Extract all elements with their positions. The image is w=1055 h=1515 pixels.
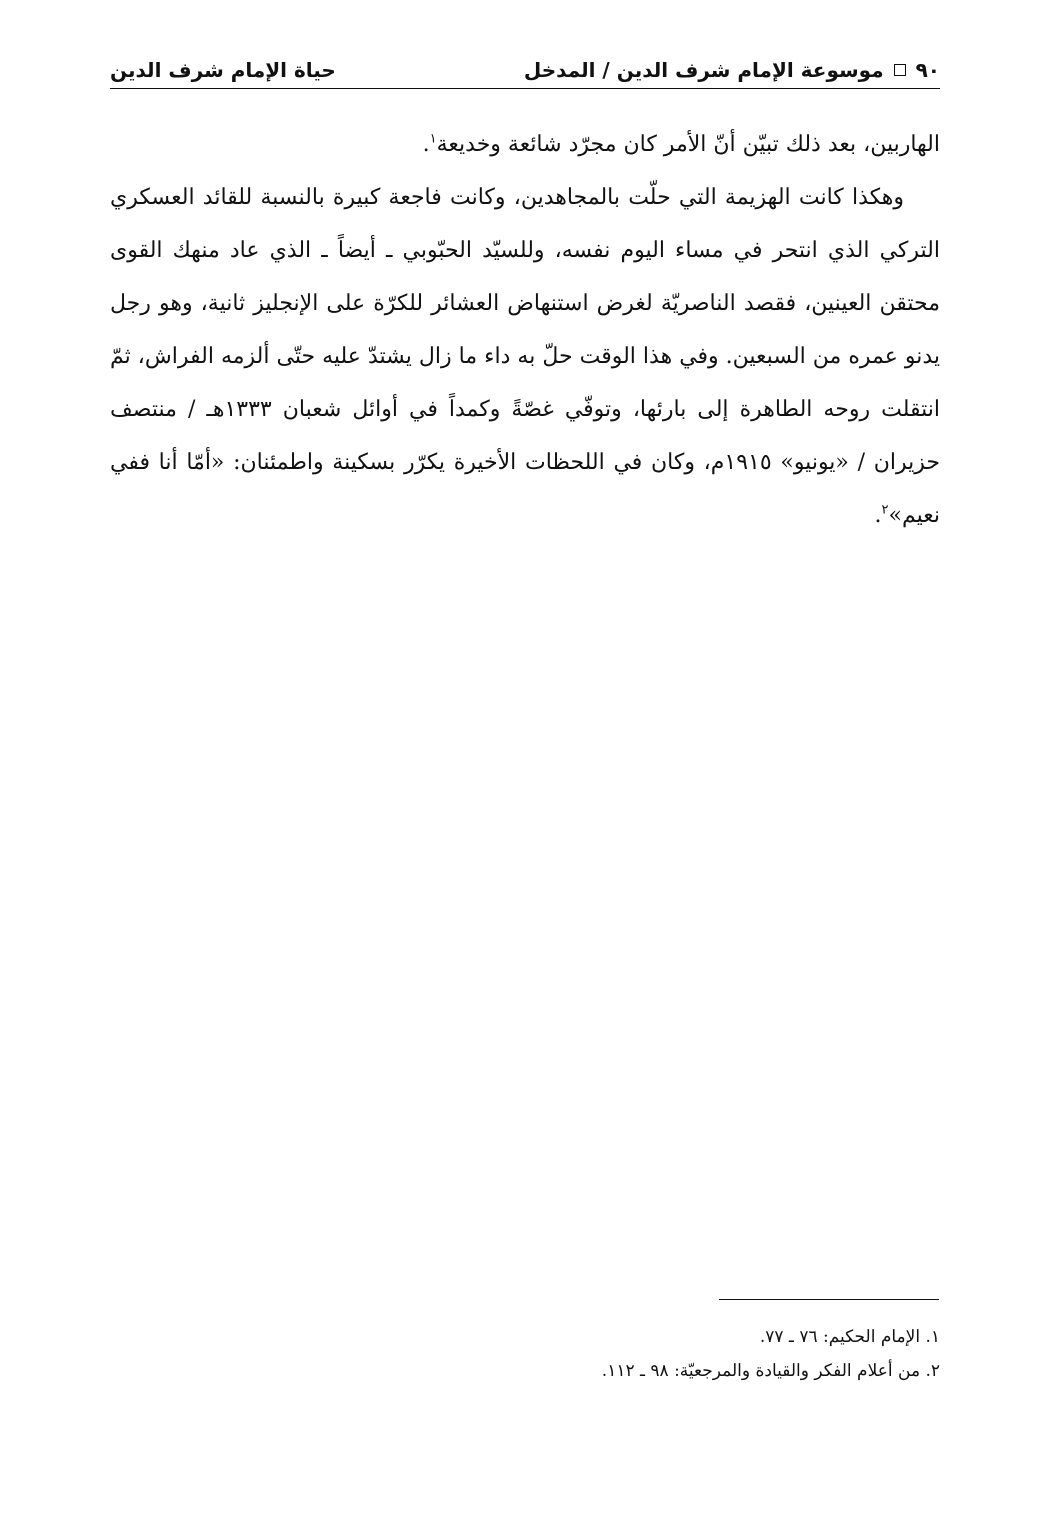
square-separator-icon — [894, 64, 906, 76]
paragraph-1 — [110, 118, 940, 171]
paragraph-tail: . — [874, 503, 882, 528]
footnote-1: ١. الإمام الحكيم: ٧٦ ـ ٧٧. — [759, 1327, 940, 1347]
footnote-divider — [719, 1299, 939, 1300]
footnote-ref-1[interactable]: ١ — [429, 131, 437, 147]
running-header — [110, 52, 940, 89]
body-text — [110, 118, 940, 542]
paragraph-tail: . — [422, 132, 430, 157]
paragraph-text: الهاربين، بعد ذلك تبيّن أنّ الأمر كان مجرّد شائعة وخديعة — [436, 132, 940, 157]
paragraph-2 — [110, 171, 940, 542]
book-title: موسوعة الإمام شرف الدين / المدخل — [523, 58, 884, 82]
footnote-2: ٢. من أعلام الفكر والقيادة والمرجعيّة: ٩٨ ـ ١١٢. — [601, 1361, 940, 1381]
footnotes — [110, 1320, 940, 1388]
header-right — [524, 58, 940, 82]
footnote-ref-2[interactable]: ٢ — [881, 502, 889, 518]
page-number: ٩٠ — [915, 58, 940, 82]
section-title: حياة الإمام شرف الدين — [110, 58, 336, 82]
paragraph-text: وهكذا كانت الهزيمة التي حلّت بالمجاهدين، وكانت فاجعة كبيرة بالنسبة للقائد العسكري التركي الذي انتحر في مساء اليوم نفسه، وللسيّد الحبّوبي ـ أيضاً ـ الذي عاد منهك القوى محتقن العينين، فقصد الناصريّة لغرض استنهاض العشائر للكرّة على الإنجليز ثانية، وهو رجل يدنو عمره من السبعين. وفي هذا الوقت حلّ به داء ما زال يشتدّ عليه حتّى ألزمه الفراش، ثمّ انتقلت روحه الطاهرة إلى بارئها، وتوفّي غصّةً وكمداً في أوائل شعبان ١٣٣٣هـ / منتصف حزيران / «يونيو» ١٩١٥م، وكان في اللحظات الأخيرة يكرّر بسكينة واطمئنان: «أمّا أنا ففي نعيم» — [110, 185, 941, 528]
